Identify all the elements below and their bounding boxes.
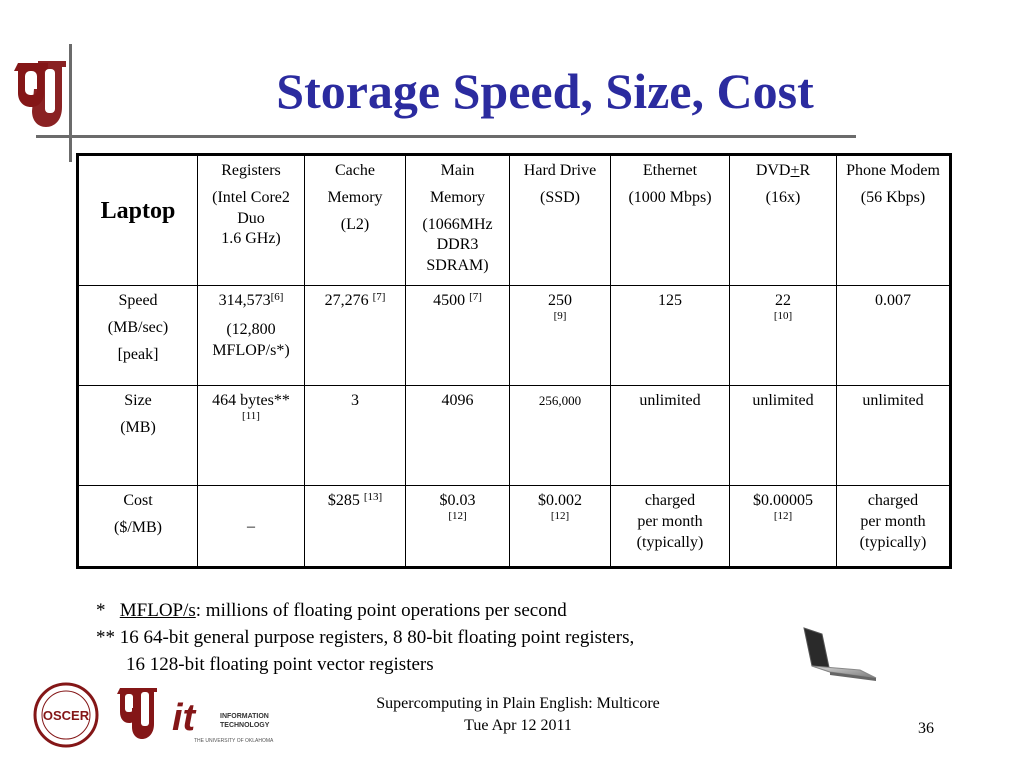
table-row-cost bbox=[78, 485, 951, 567]
footer-date: Tue Apr 12 2011 bbox=[464, 717, 572, 734]
storage-table bbox=[76, 153, 952, 569]
table-cell: 464 bytes** [11] bbox=[198, 385, 305, 485]
svg-text:OSCER: OSCER bbox=[42, 708, 90, 723]
header-hard-drive: Hard Drive (SSD) bbox=[510, 155, 611, 286]
table-cell: 0.007 bbox=[837, 285, 951, 385]
table-cell: 125 bbox=[611, 285, 730, 385]
sponsor-logos bbox=[22, 682, 292, 748]
footnote-registers: ** 16 64-bit general purpose registers, 8 80-bit floating point registers, bbox=[96, 627, 635, 648]
oscer-seal-icon bbox=[35, 684, 97, 746]
table-cell: 3 bbox=[305, 385, 406, 485]
table-row-speed bbox=[78, 285, 951, 385]
table-cell: 4500 [7] bbox=[406, 285, 510, 385]
header-ethernet: Ethernet (1000 Mbps) bbox=[611, 155, 730, 286]
footnote-registers-cont: 16 128-bit floating point vector registers bbox=[126, 654, 434, 675]
svg-text:INFORMATION: INFORMATION bbox=[220, 713, 269, 720]
header-dvd: DVD+R (16x) bbox=[730, 155, 837, 286]
table-cell: $0.03 [12] bbox=[406, 485, 510, 567]
laptop-image-icon bbox=[800, 624, 878, 684]
svg-text:it: it bbox=[172, 697, 196, 739]
svg-text:THE UNIVERSITY OF OKLAHOMA: THE UNIVERSITY OF OKLAHOMA bbox=[194, 738, 274, 744]
table-cell: charged per month (typically) bbox=[837, 485, 951, 567]
row-label: Speed (MB/sec) [peak] bbox=[78, 285, 198, 385]
table-cell: 314,573[6] (12,800 MFLOP/s*) bbox=[198, 285, 305, 385]
table-cell: 27,276 [7] bbox=[305, 285, 406, 385]
table-cell: 4096 bbox=[406, 385, 510, 485]
header-registers: Registers (Intel Core2 Duo 1.6 GHz) bbox=[198, 155, 305, 286]
header-phone-modem: Phone Modem (56 Kbps) bbox=[837, 155, 951, 286]
table-cell: $285 [13] bbox=[305, 485, 406, 567]
footnotes bbox=[96, 597, 634, 678]
row-label: Size (MB) bbox=[78, 385, 198, 485]
table-cell: 256,000 bbox=[510, 385, 611, 485]
it-logo-icon bbox=[172, 697, 274, 744]
table-row-size bbox=[78, 385, 951, 485]
table-cell: $0.002 [12] bbox=[510, 485, 611, 567]
table-cell: unlimited bbox=[730, 385, 837, 485]
page-number: 36 bbox=[918, 720, 934, 737]
header-cache: Cache Memory (L2) bbox=[305, 155, 406, 286]
table-cell: $0.00005 [12] bbox=[730, 485, 837, 567]
table-cell: 250 [9] bbox=[510, 285, 611, 385]
svg-text:TECHNOLOGY: TECHNOLOGY bbox=[220, 722, 270, 729]
row-label: Cost ($/MB) bbox=[78, 485, 198, 567]
slide-footer bbox=[300, 693, 736, 737]
table-cell: 22 [10] bbox=[730, 285, 837, 385]
table-cell: unlimited bbox=[611, 385, 730, 485]
corner-cell: Laptop bbox=[78, 155, 198, 286]
table-cell: – bbox=[198, 485, 305, 567]
ou-small-logo-icon bbox=[117, 688, 157, 739]
header-main-memory: Main Memory (1066MHz DDR3 SDRAM) bbox=[406, 155, 510, 286]
slide-title: Storage Speed, Size, Cost bbox=[276, 63, 814, 119]
table-cell: charged per month (typically) bbox=[611, 485, 730, 567]
footnote-mflops: * MFLOP/s: millions of floating point operations per second bbox=[96, 600, 567, 621]
table-header-row bbox=[78, 155, 951, 286]
table-cell: unlimited bbox=[837, 385, 951, 485]
footer-course-title: Supercomputing in Plain English: Multicore bbox=[376, 695, 660, 712]
title-horizontal-rule bbox=[36, 135, 856, 138]
